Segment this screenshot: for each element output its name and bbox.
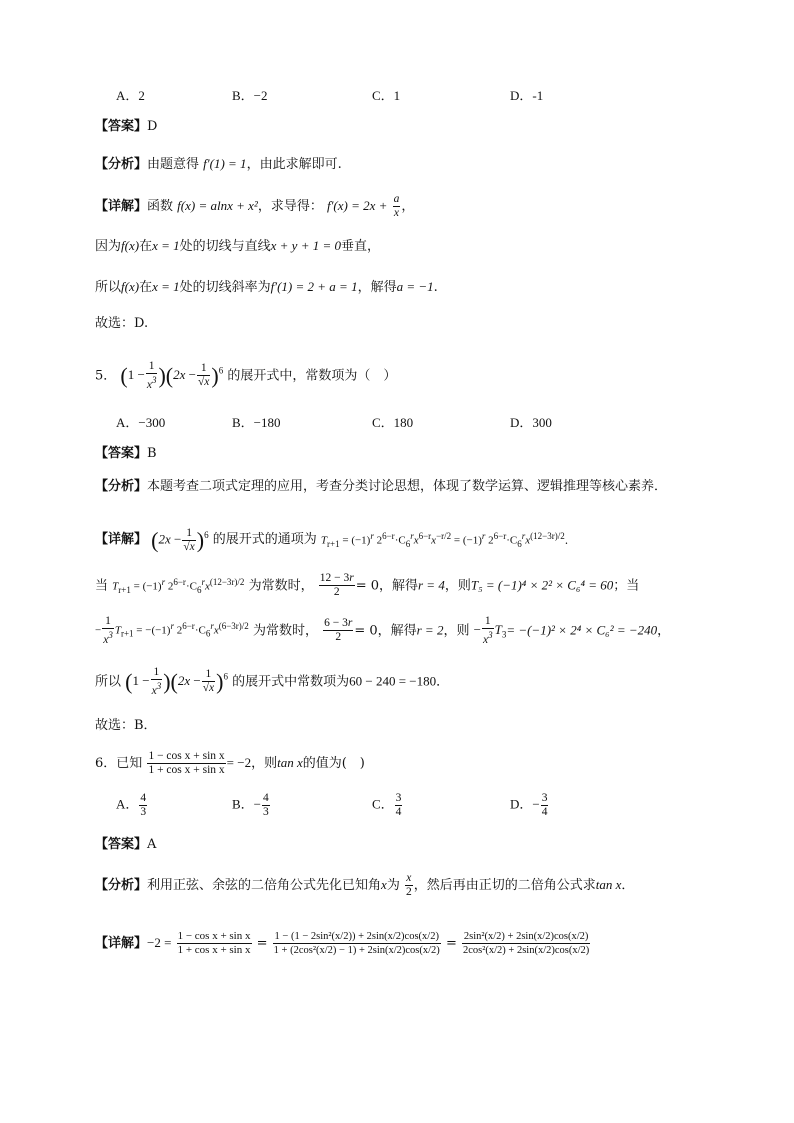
q5-line3: − $\frac{1}{x^3}$ $T_{r+1} = -(-1)^r$ $2^{6-r}\cdot C_6^rx^{(6-3r)/2}$ 为常数时， $\frac{6 - 3r}{2}$ = 0，解得r = 2，则 − $\frac{1}{x^3}$ $T_3= -(-1)^2 \times 2^4 \times C_6^2 = -240$， <box>95 615 671 646</box>
q6-option-b: B．− $\frac{4}{3}$ <box>232 792 269 818</box>
q5-choose: 故选：B． <box>95 718 157 733</box>
q4-choose: 故选：D. <box>95 316 149 331</box>
q4-analysis: 【分析】由题意得 f′(1) = 1，由此求解即可. <box>95 156 342 172</box>
q5-option-c: C．180 <box>372 415 414 430</box>
q5-stem: 5． (1 − $\frac{1}{x^3}$ )(2x − $\frac{1}{√x}$ )$^6$ 的展开式中，常数项为（ ） <box>95 360 397 391</box>
q4-answer: 【答案】D <box>95 119 158 134</box>
q5-option-d: D．300 <box>510 415 552 430</box>
q5-analysis: 【分析】本题考查二项式定理的应用，考查分类讨论思想，体现了数学运算、逻辑推理等核心素养． <box>95 479 668 494</box>
q6-option-d: D．− $\frac{3}{4}$ <box>510 792 548 818</box>
q4-line2: 因为f(x)在x = 1处的切线与直线x + y + 1 = 0垂直， <box>95 238 381 254</box>
q6-detail: 【详解】−2 = $\frac{\text{1 − cos x + sin x}}{\text{1 + cos x + sin x}}$ = $\frac{\text{1 − (1 − 2sin²(x/2)) + 2sin(x/2)cos(x/2)}}{\text{1 + (2cos²(x/2) − 1) + 2sin(x/2)cos(x/2)}}$ = $\frac{\text{2sin²(x/2) + 2sin(x/2)cos(x/2)}}{\text{2cos²(x/2) + 2sin(x/2)cos(x/2)}}$ <box>95 930 590 956</box>
q5-detail: 【详解】 (2x − $\frac{1}{√x}$ )$^6$ 的展开式的通项为 $T_{r+1} = (-1)^r$ $2^{6-r}\cdot C_6^rx^{6-r}x^{-r/2} = (-1)^r$ $2^{6-r}\cdot C_6^rx^{(12-3r)/2}$． <box>95 526 576 553</box>
q6-option-c: C． $\frac{3}{4}$ <box>372 792 402 818</box>
answer-tag: 【答案】 <box>95 119 148 134</box>
q4-option-b: B．−2 <box>232 88 268 103</box>
q5-expression: (1 − $\frac{1}{x^3}$ )(2x − $\frac{1}{√x}$ )$^6$ <box>120 360 224 391</box>
q5-option-b: B．−180 <box>232 415 281 430</box>
q6-option-a: A． $\frac{4}{3}$ <box>116 792 147 818</box>
q5-option-a: A．−300 <box>116 415 166 430</box>
q5-answer: 【答案】B <box>95 446 157 461</box>
q6-answer: 【答案】A <box>95 837 157 852</box>
q6-analysis: 【分析】利用正弦、余弦的二倍角公式先化已知角x为 $\frac{x}{2}$ ，然后再由正切的二倍角公式求tan x． <box>95 872 635 898</box>
q6-stem: 6．已知 $\frac{\text{1 − cos x + sin x}}{\text{1 + cos x + sin x}}$ = −2，则tan x的值为( ) <box>95 750 365 776</box>
q4-detail: 【详解】函数 f(x) = alnx + x²，求导得： f′(x) = 2x + $\frac{a}{x}$ ， <box>95 193 415 219</box>
q4-option-d: D．-1 <box>510 88 544 103</box>
q5-line2: 当 $T_{r+1} = (-1)^r$ $2^{6-r}\cdot C_6^rx^{(12-3r)/2}$ 为常数时， $\frac{12 - 3r}{2}$ = 0，解得r = 4，则T₅ = (−1)⁴ × 2² × C₆⁴ = 60；当 <box>95 572 640 599</box>
q4-option-a: A．2 <box>116 88 145 103</box>
formula: f′(1) = 1 <box>203 156 247 171</box>
q4-option-c: C．1 <box>372 88 401 103</box>
q4-line3: 所以f(x)在x = 1处的切线斜率为f′(1) = 2 + a = 1，解得a = −1. <box>95 279 438 295</box>
q5-line4: 所以 (1 − $\frac{1}{x^3}$ )(2x − $\frac{1}{√x}$ )$^6$ 的展开式中常数项为60 − 240 = −180． <box>95 666 450 697</box>
